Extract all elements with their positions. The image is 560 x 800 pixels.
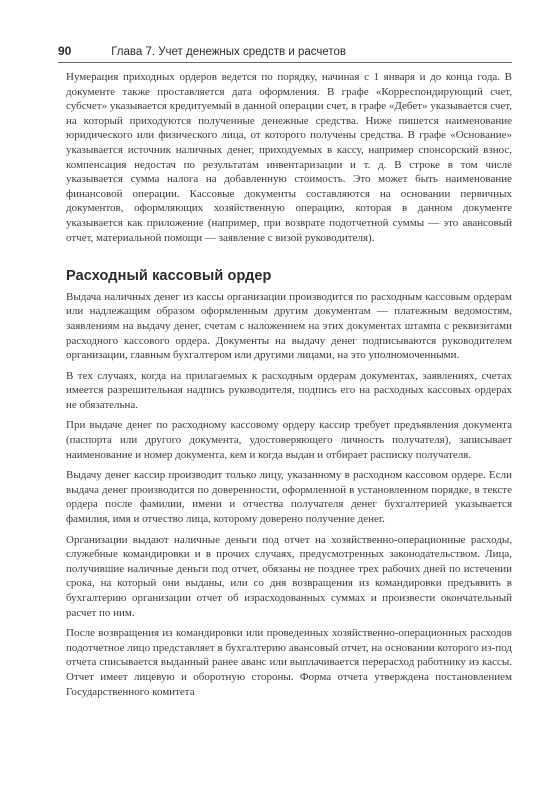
body-paragraph: Выдача наличных денег из кассы организации производится по расходным кассовым ордерам или надлежащим образом оформленным другим документам — платежным ведомостям, заявлениям на выдачу денег, счетам с наложением на этих документах штампа с реквизитами расходного кассового ордера. Документы на выдачу денег подписываются руководителем организации, главным бухгалтером или другими лицами, на это уполномоченными. <box>66 290 512 362</box>
intro-paragraph: Нумерация приходных ордеров ведется по порядку, начиная с 1 января и до конца года. В документе также проставляется дата оформления. В графе «Корреспондирующий счет, субсчет» указывается кредитуемый в данной операции счет, в графе «Дебет» указывается счет, на который приходуются полученные денежные средства. Ниже пишется наименование юридического или физического лица, от которого получены средства. В графе «Основание» указывается источник наличных денег, приходуемых в кассу, например спонсорский взнос, компенсация недостач по результатам инвентаризации и т. д. В строке в том числе указывается сумма налога на добавленную стоимость. Это может быть наименование финансовой операции. Кассовые документы составляются на основании первичных документов, оформляющих хозяйственную операцию, которая в данном документе указывается как приложение (например, при возврате подотчетной суммы — это авансовый отчет, материальной помощи — заявление с визой руководителя). <box>66 71 512 244</box>
page-body <box>66 70 512 699</box>
body-paragraph: При выдаче денег по расходному кассовому ордеру кассир требует предъявления документа (паспорта или другого документа, удостоверяющего личность получателя), записывает наименование и номер документа, кем и когда выдан и отбирает расписку получателя. <box>66 419 512 461</box>
body-paragraph: Организации выдают наличные деньги под отчет на хозяйственно-операционные расходы, служебные командировки и в прочих случаях, предусмотренных законодательством. Лица, получившие наличные деньги под отчет, обязаны не позднее трех рабочих дней по истечении срока, на который они выданы, или со дня возвращения из командировки предъявить в бухгалтерию организации отчет об израсходованных суммах и произвести окончательный расчет по ним. <box>66 533 512 619</box>
chapter-title: Глава 7. Учет денежных средств и расчетов <box>111 46 346 58</box>
body-paragraph: Выдачу денег кассир производит только лицу, указанному в расходном кассовом ордере. Если выдача денег производится по доверенности, оформленной в установленном порядке, в тексте ордера после фамилии, имени и отчества получателя денег бухгалтерией указывается фамилия, имя и отчество лица, которому доверено получение денег. <box>66 469 512 526</box>
header-divider <box>58 62 512 63</box>
running-header <box>58 44 510 64</box>
body-paragraph: После возвращения из командировки или проведенных хозяйственно-операционных расходов подотчетное лицо представляет в бухгалтерию авансовый отчет, на основании которого из-под отчета списывается выданный ранее аванс или выплачивается перерасход работнику из кассы. Отчет имеет лицевую и оборотную стороны. Форма отчета утверждена постановлением Государственного комитета <box>66 627 512 698</box>
section-heading: Расходный кассовый ордер <box>66 268 272 285</box>
body-paragraph: В тех случаях, когда на прилагаемых к расходным ордерам документах, заявлениях, счетах имеется разрешительная надпись руководителя, подпись его на расходных кассовых ордерах не обязательна. <box>66 369 512 411</box>
page-number: 90 <box>58 44 72 58</box>
